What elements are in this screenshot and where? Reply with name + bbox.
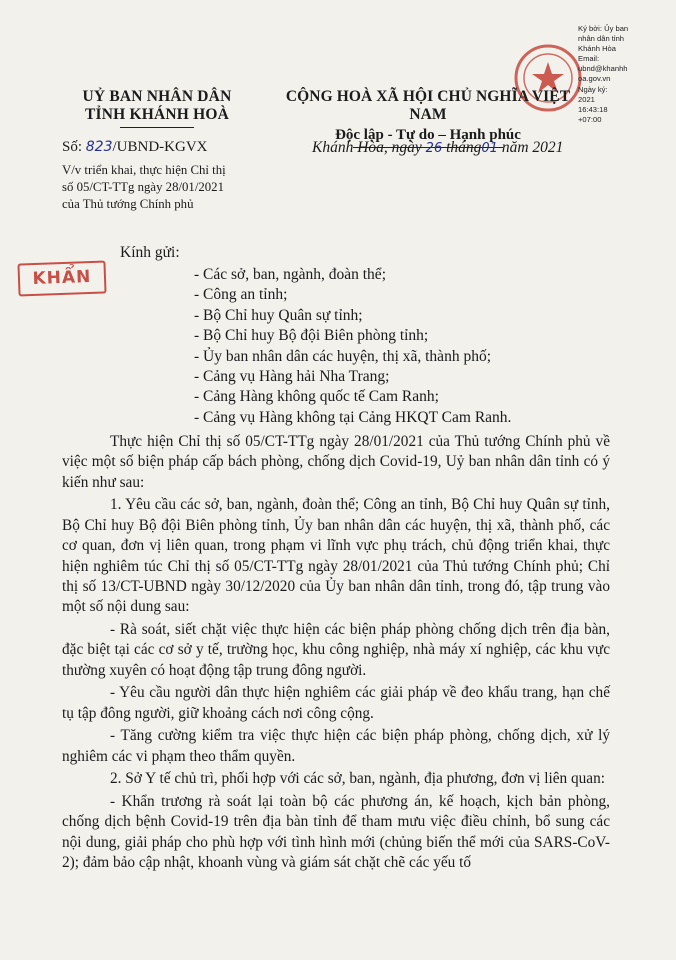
handwritten-month: 01 <box>481 141 498 156</box>
digital-signature-info <box>578 24 672 125</box>
body-paragraph: - Khẩn trương rà soát lại toàn bộ các phương án, kế hoạch, kịch bản phòng, chống dịch bệnh Covid-19 trên địa bàn tỉnh để tham mưu việc điều chỉnh, bổ sung các nội dung, giải pháp cho phù hợp với tình hình mới (chủng biến thể mới của SARS-CoV-2); đảm bảo cập nhật, khoanh vùng và giám sát chặt chẽ các yếu tố <box>62 793 610 872</box>
greeting: Kính gửi: <box>120 244 180 261</box>
recipient-item: - Công an tỉnh; <box>194 286 288 304</box>
body-paragraph: - Tăng cường kiểm tra việc thực hiện các biện pháp phòng, chống dịch, xử lý nghiêm các vi phạm theo thẩm quyền. <box>62 727 610 765</box>
body-paragraph: - Rà soát, siết chặt việc thực hiện các biện pháp phòng chống dịch trên địa bàn, đặc biệt tại các cơ sở y tế, trường học, khu công nghiệp, nhà máy xí nghiệp, các khu vực thường xuyên có hoạt động tập trung đông người. <box>62 621 610 679</box>
recipient-item: - Cảng vụ Hàng không tại Cảng HKQT Cam Ranh. <box>194 408 512 426</box>
date-year: năm 2021 <box>501 139 564 156</box>
org-underline <box>120 127 194 128</box>
subject-line: V/v triển khai, thực hiện Chỉ thị <box>62 163 226 177</box>
document-body <box>62 432 610 874</box>
signature-line: Email: <box>578 54 600 64</box>
signature-line: Khánh Hòa <box>578 44 616 54</box>
recipient-item: - Bộ Chỉ huy Quân sự tỉnh; <box>194 306 363 324</box>
handwritten-day: 26 <box>425 141 443 156</box>
signature-line: nhân dân tỉnh <box>578 34 625 44</box>
org-name-line1: UỶ BAN NHÂN DÂN <box>82 88 232 105</box>
number-prefix: Số: <box>62 139 83 155</box>
org-name-line2: TỈNH KHÁNH HOÀ <box>84 106 230 123</box>
urgent-stamp: KHẨN <box>17 260 106 296</box>
signature-line: +07:00 <box>578 114 602 124</box>
document-subject <box>62 162 272 212</box>
recipient-item: - Cảng Hàng không quốc tế Cam Ranh; <box>194 388 439 406</box>
document-number <box>62 139 208 156</box>
signature-line: 2021 <box>578 94 595 104</box>
signature-line: Ngày ký: <box>578 84 608 94</box>
recipient-item: - Bộ Chỉ huy Bộ đội Biên phòng tỉnh; <box>194 327 429 345</box>
date-place: Khánh Hòa, ngày <box>312 139 422 156</box>
recipient-item: - Ủy ban nhân dân các huyện, thị xã, thành phố; <box>194 347 491 365</box>
national-title: CỘNG HOÀ XÃ HỘI CHỦ NGHĨA VIỆT NAM <box>285 88 571 123</box>
subject-line: của Thủ tướng Chính phủ <box>62 196 194 211</box>
subject-line: số 05/CT-TTg ngày 28/01/2021 <box>62 179 224 194</box>
body-paragraph: 2. Sở Y tế chủ trì, phối hợp với các sở, ban, ngành, địa phương, đơn vị liên quan: <box>110 770 605 788</box>
document-date <box>312 139 563 157</box>
date-month-label: tháng <box>446 139 482 156</box>
signature-line: oa.gov.vn <box>578 74 611 84</box>
recipient-item: - Các sở, ban, ngành, đoàn thể; <box>194 266 386 283</box>
body-paragraph: - Yêu cầu người dân thực hiện nghiêm các giải pháp về đeo khẩu trang, hạn chế tụ tập đông người, giữ khoảng cách nơi công cộng. <box>62 684 610 722</box>
body-paragraph: 1. Yêu cầu các sở, ban, ngành, đoàn thể; Công an tỉnh, Bộ Chỉ huy Quân sự tỉnh, Bộ Chỉ huy Bộ đội Biên phòng tỉnh, Ủy ban nhân dân các huyện, thị xã, thành phố, các cơ quan, đơn vị liên quan, trong phạm vi lĩnh vực phụ trách, chủ động triển khai, thực hiện nghiêm túc Chỉ thị số 05/CT-TTg ngày 28/01/2021 của Thủ tướng Chính phủ; Chỉ thị số 13/CT-UBND ngày 30/12/2020 của Ủy ban nhân dân tỉnh, trong đó, tập trung vào một số nội dung sau: <box>62 496 610 616</box>
signature-line: 16:43:18 <box>578 104 608 114</box>
recipient-list <box>194 265 511 428</box>
national-motto: Độc lập - Tự do – Hạnh phúc <box>335 127 521 143</box>
body-paragraph: Thực hiện Chỉ thị số 05/CT-TTg ngày 28/01/2021 của Thủ tướng Chính phủ về việc một số biện pháp cấp bách phòng, chống dịch Covid-19, Uỷ ban nhân dân tỉnh có ý kiến như sau: <box>62 433 610 491</box>
signature-line: ubnd@khanhh <box>578 64 628 74</box>
recipient-item: - Cảng vụ Hàng hải Nha Trang; <box>194 368 390 386</box>
signature-line: Ký bởi: Ủy ban <box>578 24 629 33</box>
issuing-organization <box>62 88 252 128</box>
handwritten-number: 823 <box>85 139 113 155</box>
number-suffix: /UBND-KGVX <box>112 139 208 155</box>
